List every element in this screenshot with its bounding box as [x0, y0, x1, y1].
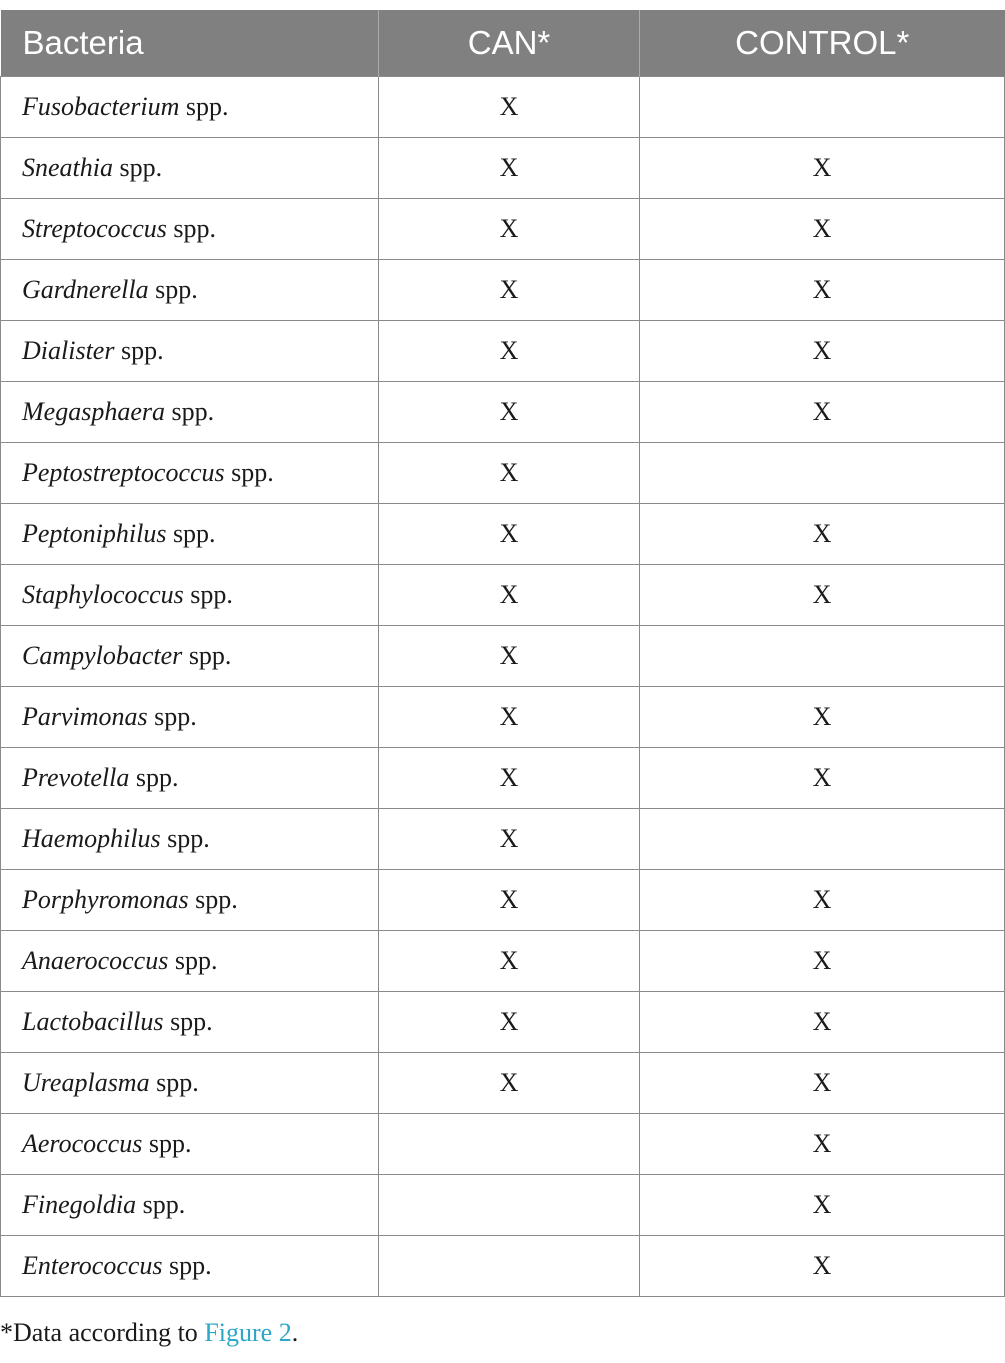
- can-cell: X: [379, 748, 640, 809]
- bacteria-name-cell: [1, 1053, 379, 1114]
- control-cell: [640, 443, 1005, 504]
- can-cell: X: [379, 931, 640, 992]
- species-suffix: spp.: [185, 92, 229, 121]
- species-suffix: spp.: [142, 1190, 186, 1219]
- genus-name: Gardnerella: [22, 275, 149, 304]
- table-row: [1, 138, 1005, 199]
- control-cell: X: [640, 199, 1005, 260]
- genus-name: Finegoldia: [22, 1190, 137, 1219]
- genus-name: Staphylococcus: [22, 580, 184, 609]
- can-cell: X: [379, 138, 640, 199]
- species-suffix: spp.: [171, 397, 215, 426]
- genus-name: Dialister: [22, 336, 115, 365]
- control-cell: [640, 809, 1005, 870]
- can-cell: X: [379, 77, 640, 138]
- control-cell: X: [640, 1236, 1005, 1297]
- can-cell: X: [379, 504, 640, 565]
- footnote-end: .: [291, 1318, 299, 1347]
- control-cell: X: [640, 382, 1005, 443]
- table-row: [1, 199, 1005, 260]
- control-cell: X: [640, 870, 1005, 931]
- can-cell: [379, 1175, 640, 1236]
- species-suffix: spp.: [173, 214, 217, 243]
- control-cell: [640, 626, 1005, 687]
- table-row: [1, 565, 1005, 626]
- species-suffix: spp.: [170, 1007, 213, 1036]
- can-cell: X: [379, 626, 640, 687]
- bacteria-name-cell: [1, 1114, 379, 1175]
- table-row: [1, 504, 1005, 565]
- genus-name: Aerococcus: [22, 1129, 143, 1158]
- can-cell: X: [379, 260, 640, 321]
- table-row: [1, 1236, 1005, 1297]
- genus-name: Enterococcus: [22, 1251, 163, 1280]
- control-cell: X: [640, 138, 1005, 199]
- table-row: [1, 992, 1005, 1053]
- table-row: [1, 870, 1005, 931]
- genus-name: Fusobacterium: [22, 92, 180, 121]
- control-cell: X: [640, 687, 1005, 748]
- control-cell: X: [640, 931, 1005, 992]
- genus-name: Haemophilus: [22, 824, 161, 853]
- table-row: [1, 260, 1005, 321]
- genus-name: Lactobacillus: [22, 1007, 164, 1036]
- table-row: [1, 1114, 1005, 1175]
- bacteria-name-cell: [1, 382, 379, 443]
- table-row: [1, 1175, 1005, 1236]
- header-bacteria: Bacteria: [1, 10, 379, 77]
- species-suffix: spp.: [156, 1068, 199, 1097]
- genus-name: Megasphaera: [22, 397, 165, 426]
- can-cell: X: [379, 992, 640, 1053]
- bacteria-name-cell: [1, 77, 379, 138]
- bacteria-name-cell: [1, 748, 379, 809]
- bacteria-name-cell: [1, 626, 379, 687]
- species-suffix: spp.: [188, 641, 232, 670]
- bacteria-name-cell: [1, 931, 379, 992]
- bacteria-name-cell: [1, 443, 379, 504]
- control-cell: X: [640, 260, 1005, 321]
- species-suffix: spp.: [154, 702, 197, 731]
- species-suffix: spp.: [135, 763, 179, 792]
- table-row: [1, 626, 1005, 687]
- can-cell: X: [379, 199, 640, 260]
- bacteria-name-cell: [1, 138, 379, 199]
- table-row: [1, 931, 1005, 992]
- bacteria-name-cell: [1, 260, 379, 321]
- footnote-text: *Data according to: [0, 1318, 205, 1347]
- control-cell: X: [640, 1053, 1005, 1114]
- genus-name: Porphyromonas: [22, 885, 189, 914]
- can-cell: X: [379, 443, 640, 504]
- header-control: CONTROL*: [640, 10, 1005, 77]
- bacteria-name-cell: [1, 992, 379, 1053]
- genus-name: Peptostreptococcus: [22, 458, 225, 487]
- species-suffix: spp.: [172, 519, 216, 548]
- genus-name: Anaerococcus: [22, 946, 169, 975]
- control-cell: X: [640, 321, 1005, 382]
- table-row: [1, 382, 1005, 443]
- species-suffix: spp.: [167, 824, 210, 853]
- can-cell: X: [379, 321, 640, 382]
- footnote: [0, 1318, 298, 1348]
- genus-name: Ureaplasma: [22, 1068, 150, 1097]
- bacteria-name-cell: [1, 809, 379, 870]
- species-suffix: spp.: [174, 946, 218, 975]
- species-suffix: spp.: [148, 1129, 192, 1158]
- figure-link[interactable]: Figure 2: [204, 1318, 292, 1347]
- bacteria-name-cell: [1, 504, 379, 565]
- table-header: [1, 10, 1005, 77]
- control-cell: X: [640, 1175, 1005, 1236]
- bacteria-name-cell: [1, 565, 379, 626]
- species-suffix: spp.: [231, 458, 274, 487]
- can-cell: X: [379, 382, 640, 443]
- bacteria-name-cell: [1, 870, 379, 931]
- table-row: [1, 687, 1005, 748]
- can-cell: [379, 1236, 640, 1297]
- species-suffix: spp.: [195, 885, 238, 914]
- bacteria-name-cell: [1, 687, 379, 748]
- bacteria-name-cell: [1, 1236, 379, 1297]
- species-suffix: spp.: [119, 153, 163, 182]
- genus-name: Campylobacter: [22, 641, 183, 670]
- species-suffix: spp.: [169, 1251, 212, 1280]
- table-row: [1, 809, 1005, 870]
- can-cell: [379, 1114, 640, 1175]
- genus-name: Parvimonas: [22, 702, 148, 731]
- control-cell: [640, 77, 1005, 138]
- genus-name: Sneathia: [22, 153, 113, 182]
- genus-name: Streptococcus: [22, 214, 167, 243]
- can-cell: X: [379, 687, 640, 748]
- control-cell: X: [640, 565, 1005, 626]
- species-suffix: spp.: [155, 275, 198, 304]
- can-cell: X: [379, 809, 640, 870]
- control-cell: X: [640, 1114, 1005, 1175]
- table-row: [1, 443, 1005, 504]
- can-cell: X: [379, 870, 640, 931]
- table-body: [1, 77, 1005, 1297]
- bacteria-table: [0, 10, 1005, 1297]
- header-row: [1, 10, 1005, 77]
- can-cell: X: [379, 565, 640, 626]
- control-cell: X: [640, 504, 1005, 565]
- bacteria-name-cell: [1, 199, 379, 260]
- table-row: [1, 77, 1005, 138]
- bacteria-name-cell: [1, 321, 379, 382]
- table-row: [1, 1053, 1005, 1114]
- genus-name: Prevotella: [22, 763, 130, 792]
- genus-name: Peptoniphilus: [22, 519, 167, 548]
- can-cell: X: [379, 1053, 640, 1114]
- table-row: [1, 748, 1005, 809]
- table-row: [1, 321, 1005, 382]
- control-cell: X: [640, 992, 1005, 1053]
- header-can: CAN*: [379, 10, 640, 77]
- species-suffix: spp.: [120, 336, 164, 365]
- species-suffix: spp.: [190, 580, 233, 609]
- bacteria-name-cell: [1, 1175, 379, 1236]
- control-cell: X: [640, 748, 1005, 809]
